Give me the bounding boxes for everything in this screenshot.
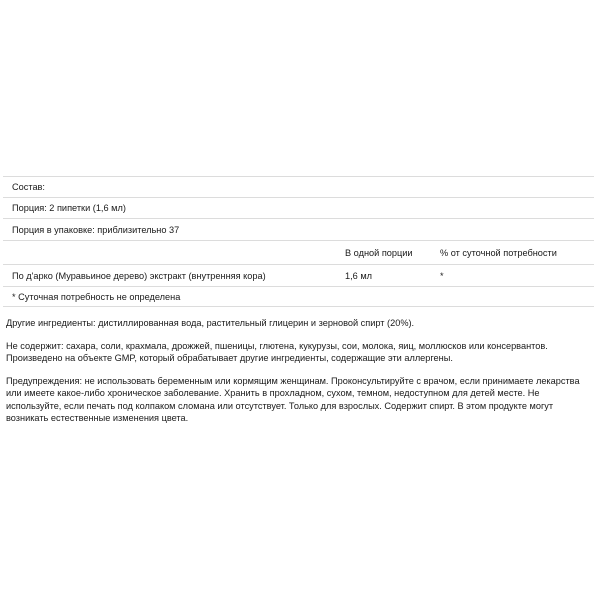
daily-value-footnote: * Суточная потребность не определена [12, 291, 181, 302]
amount-per-serving-header: В одной порции [345, 247, 413, 258]
ingredient-row [3, 265, 594, 287]
ingredient-daily-value: * [440, 270, 444, 281]
servings-per-container-row [3, 219, 594, 241]
composition-label: Состав: [12, 182, 45, 192]
product-notes [6, 317, 594, 435]
composition-row [3, 176, 594, 198]
warnings: Предупреждения: не использовать беременным или кормящим женщинам. Проконсультируйте с врачом, если принимаете лекарства или имеете какое-либо хроническое заболевание. Хранить в прохладном, сухом, темном, недоступном для детей месте. Не используйте, если печать под колпаком сломана или отсутствует. Только для взрослых. Содержит спирт. В этом продукте могут возникать естественные изменения цвета. [6, 375, 580, 423]
column-header-row [3, 241, 594, 265]
daily-value-header: % от суточной потребности [440, 247, 557, 258]
free-of-statement: Не содержит: сахара, соли, крахмала, дрожжей, пшеницы, глютена, кукурузы, сои, молока, яиц, моллюсков или консервантов. Произведено на объекте GMP, который обрабатывает другие ингредиенты, содержащие эти аллергены. [6, 340, 548, 363]
servings-per-container: Порция в упаковке: приблизительно 37 [12, 224, 180, 235]
serving-size: Порция: 2 пипетки (1,6 мл) [12, 203, 126, 213]
other-ingredients: Другие ингредиенты: дистиллированная вода, растительный глицерин и зерновой спирт (20%). [6, 318, 415, 328]
ingredient-name: По д'арко (Муравьиное дерево) экстракт (внутренняя кора) [12, 270, 266, 281]
serving-size-row [3, 198, 594, 219]
supplement-facts-table [3, 176, 594, 307]
ingredient-amount: 1,6 мл [345, 270, 373, 281]
footnote-row [3, 287, 594, 307]
